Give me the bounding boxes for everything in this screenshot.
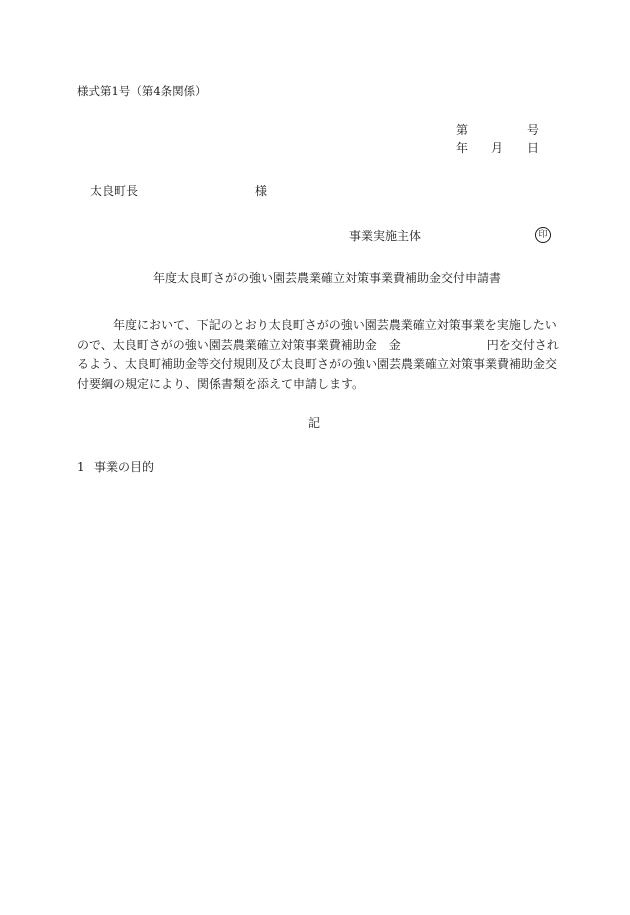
body-line-4: 付要綱の規定により、関係書類を添えて申請します。 xyxy=(77,376,365,391)
item-number: 1 xyxy=(77,460,85,474)
form-number: 様式第1号（第4条関係） xyxy=(77,84,207,98)
date-month: 月 xyxy=(491,141,504,155)
document-number-suffix: 号 xyxy=(527,123,540,137)
seal-icon: 印 xyxy=(535,227,551,243)
application-body xyxy=(77,316,559,394)
date-year: 年 xyxy=(456,141,469,155)
body-line-2: ので、太良町さがの強い園芸農業確立対策事業費補助金 金 円を交付され xyxy=(77,337,559,352)
document-number-prefix: 第 xyxy=(456,123,469,137)
addressee-honorific: 様 xyxy=(255,184,268,198)
list-item xyxy=(77,461,154,473)
document-title: 年度太良町さがの強い園芸農業確立対策事業費補助金交付申請書 xyxy=(153,271,502,285)
applicant-label: 事業実施主体 xyxy=(349,229,422,243)
addressee-name: 太良町長 xyxy=(90,184,139,198)
item-label: 事業の目的 xyxy=(94,460,155,474)
ki-heading: 記 xyxy=(308,416,321,430)
date-day: 日 xyxy=(527,141,540,155)
body-line-3: るよう、太良町補助金等交付規則及び太良町さがの強い園芸農業確立対策事業費補助金交 xyxy=(77,357,558,371)
body-line-1: 年度において、下記のとおり太良町さがの強い園芸農業確立対策事業を実施したい xyxy=(113,318,557,332)
